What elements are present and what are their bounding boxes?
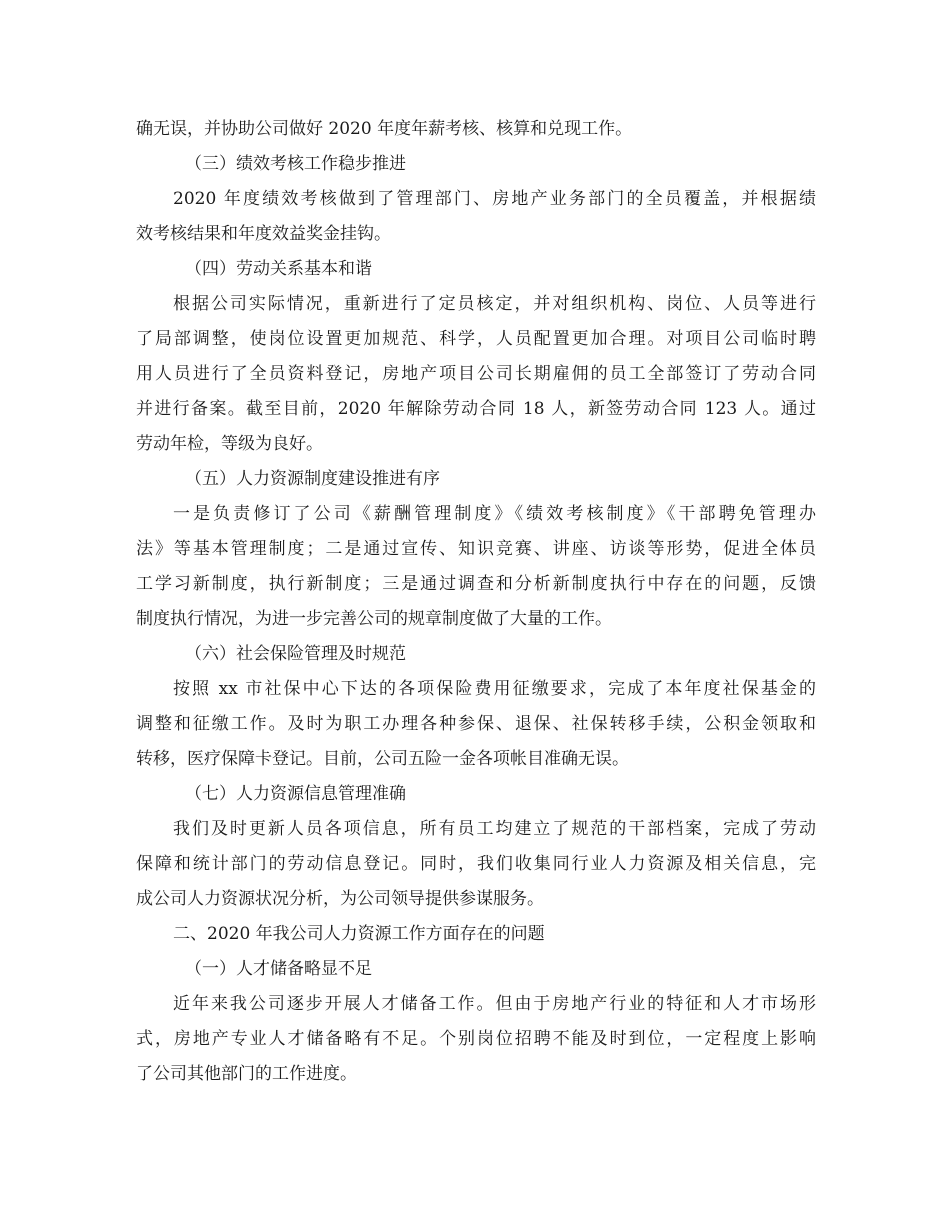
paragraph-line: 工学习新制度，执行新制度；三是通过调查和分析新制度执行中存在的问题，反馈 [136, 574, 816, 594]
paragraph-line: 成公司人力资源状况分析，为公司领导提供参谋服务。 [136, 889, 544, 909]
paragraph-line: 了公司其他部门的工作进度。 [136, 1064, 357, 1084]
paragraph-line: 法》等基本管理制度；二是通过宣传、知识竞赛、讲座、访谈等形势，促进全体员 [136, 539, 816, 559]
paragraph-line: 2020 年度绩效考核做到了管理部门、房地产业务部门的全员覆盖，并根据绩 [173, 189, 816, 209]
paragraph-line: 我们及时更新人员各项信息，所有员工均建立了规范的干部档案，完成了劳动 [173, 819, 816, 839]
paragraph-line: 调整和征缴工作。及时为职工办理各种参保、退保、社保转移手续，公积金领取和 [136, 714, 816, 734]
section-heading: （三）绩效考核工作稳步推进 [185, 154, 406, 174]
paragraph-line: 根据公司实际情况，重新进行了定员核定，并对组织机构、岗位、人员等进行 [173, 294, 816, 314]
paragraph-line: 劳动年检，等级为良好。 [136, 434, 323, 454]
section-heading: （一）人才储备略显不足 [185, 959, 372, 979]
chapter-heading: 二、2020 年我公司人力资源工作方面存在的问题 [173, 924, 545, 944]
paragraph-line: 确无误，并协助公司做好 2020 年度年薪考核、核算和兑现工作。 [136, 119, 633, 139]
section-heading: （五）人力资源制度建设推进有序 [185, 469, 440, 489]
paragraph-line: 保障和统计部门的劳动信息登记。同时，我们收集同行业人力资源及相关信息，完 [136, 854, 816, 874]
paragraph-line: 了局部调整，使岗位设置更加规范、科学，人员配置更加合理。对项目公司临时聘 [136, 329, 816, 349]
paragraph-line: 一是负责修订了公司《薪酬管理制度》《绩效考核制度》《干部聘免管理办 [173, 504, 816, 524]
paragraph-line: 式，房地产专业人才储备略有不足。个别岗位招聘不能及时到位，一定程度上影响 [136, 1029, 816, 1049]
paragraph-line: 制度执行情况，为进一步完善公司的规章制度做了大量的工作。 [136, 609, 612, 629]
section-heading: （六）社会保险管理及时规范 [185, 644, 406, 664]
paragraph-line: 近年来我公司逐步开展人才储备工作。但由于房地产行业的特征和人才市场形 [173, 994, 816, 1014]
section-heading: （七）人力资源信息管理准确 [185, 784, 406, 804]
section-heading: （四）劳动关系基本和谐 [185, 259, 372, 279]
paragraph-line: 按照 xx 市社保中心下达的各项保险费用征缴要求，完成了本年度社保基金的 [173, 679, 816, 699]
paragraph-line: 转移，医疗保障卡登记。目前，公司五险一金各项帐目准确无误。 [136, 749, 629, 769]
paragraph-line: 并进行备案。截至目前，2020 年解除劳动合同 18 人，新签劳动合同 123 人。通过 [136, 399, 816, 419]
paragraph-line: 效考核结果和年度效益奖金挂钩。 [136, 224, 391, 244]
paragraph-line: 用人员进行了全员资料登记，房地产项目公司长期雇佣的员工全部签订了劳动合同 [136, 364, 816, 384]
